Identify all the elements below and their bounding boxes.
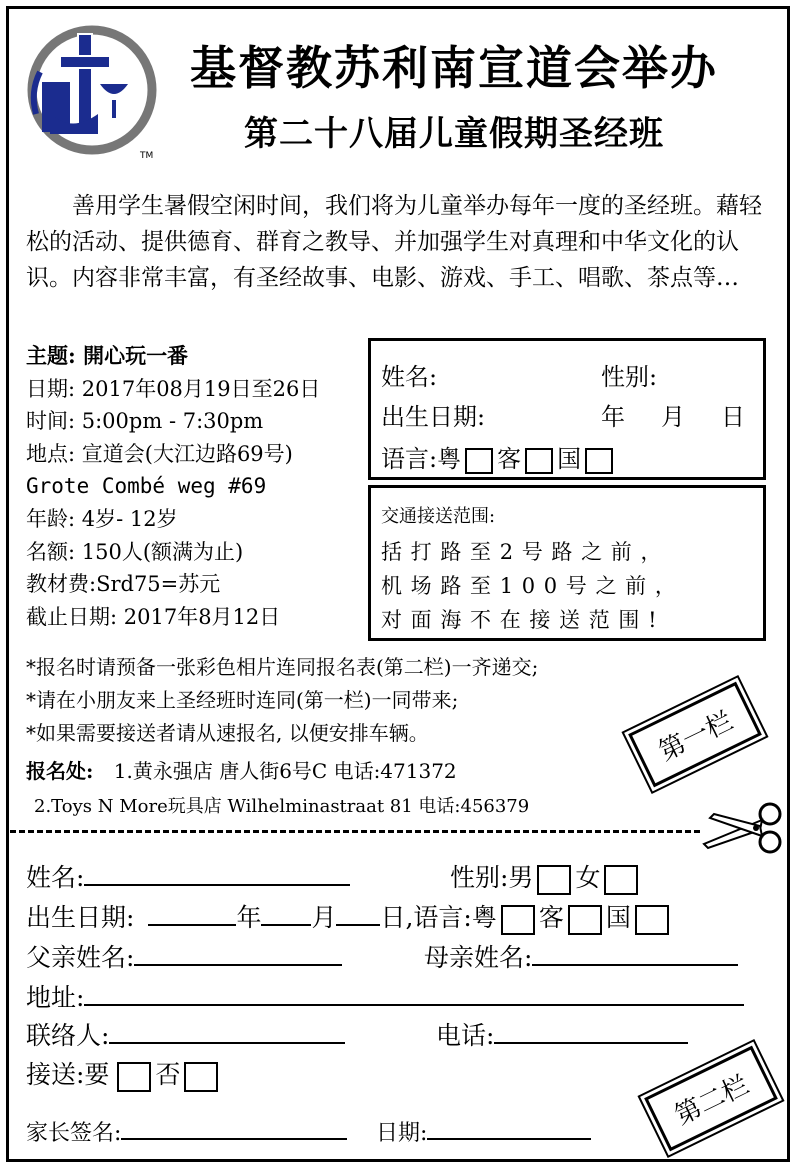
form-transport-no-checkbox[interactable] bbox=[184, 1062, 218, 1092]
date-line: 日期: 2017年08月19日至26日 bbox=[26, 376, 321, 401]
place-line: 地点: 宣道会(大江边路69号) bbox=[26, 441, 293, 466]
form-transport-no-label: 否 bbox=[155, 1060, 181, 1089]
registration-label: 报名处: bbox=[26, 759, 94, 783]
form-name-label: 姓名: bbox=[26, 863, 85, 892]
form-month-field[interactable] bbox=[261, 902, 311, 926]
note-item: *报名时请预备一张彩色相片连同报名表(第二栏)一齐递交; bbox=[26, 655, 539, 679]
form-date-label: 日期: bbox=[376, 1121, 428, 1146]
transport-line-2: 机 场 路 至 1 0 0 号 之 前 ， bbox=[381, 574, 677, 598]
box-hakka-checkbox[interactable] bbox=[525, 448, 553, 474]
deadline-line: 截止日期: 2017年8月12日 bbox=[26, 604, 281, 629]
form-gender-male-label: 性别:男 bbox=[450, 863, 534, 892]
transport-line-1: 括 打 路 至 2 号 路 之 前 ， bbox=[381, 540, 663, 564]
form-female-checkbox[interactable] bbox=[604, 865, 638, 895]
form-phone-label: 电话: bbox=[436, 1021, 495, 1050]
form-contact-label: 联络人: bbox=[26, 1021, 110, 1050]
registration-line-1 bbox=[26, 755, 457, 784]
form-date-field[interactable] bbox=[427, 1116, 591, 1140]
form-mandarin-label: 国 bbox=[605, 903, 631, 932]
box-language-row bbox=[381, 439, 617, 474]
registration-place-2: 2.Toys N More玩具店 Wilhelminastraat 81 电话:456379 bbox=[34, 796, 530, 817]
form-name-field[interactable] bbox=[84, 862, 350, 886]
note-item: *请在小朋友来上圣经班时连同(第一栏)一同带来; bbox=[26, 688, 459, 712]
form-birth-row bbox=[26, 898, 673, 935]
intro-paragraph: 善用学生暑假空闲时间，我们将为儿童举办每年一度的圣经班。藉轻松的活动、提供德育、群育之教导、并加强学生对真理和中华文化的认识。内容非常丰富，有圣经故事、电影、游戏、手工、唱歌、茶点等… bbox=[26, 193, 762, 291]
form-address-row bbox=[26, 978, 744, 1014]
student-info-box bbox=[368, 338, 766, 480]
form-hakka-checkbox[interactable] bbox=[568, 905, 602, 935]
form-female-label: 女 bbox=[575, 863, 601, 892]
form-father-row bbox=[26, 938, 342, 974]
address-line: Grote Combé weg #69 bbox=[26, 474, 267, 499]
org-title: 基督教苏利南宣道会举办 bbox=[190, 41, 718, 95]
form-contact-row bbox=[26, 1016, 345, 1052]
box-mandarin-checkbox[interactable] bbox=[585, 448, 613, 474]
box-lang-hakka: 客 bbox=[497, 445, 522, 473]
box-name-label: 姓名: bbox=[381, 363, 438, 391]
form-phone-field[interactable] bbox=[494, 1020, 688, 1044]
box-year-label: 年 bbox=[601, 403, 625, 431]
church-logo-icon bbox=[22, 22, 162, 162]
form-gender-row bbox=[450, 858, 642, 895]
registration-place-1: 1.黄永强店 唐人街6号C 电话:471372 bbox=[113, 759, 457, 783]
box-day-label: 日 bbox=[721, 403, 745, 431]
section-two-label: 第二栏 bbox=[644, 1046, 778, 1152]
form-signature-field[interactable] bbox=[121, 1116, 347, 1140]
section-one-label: 第一栏 bbox=[628, 682, 762, 788]
form-mother-field[interactable] bbox=[532, 942, 738, 966]
transport-title: 交通接送范围: bbox=[381, 506, 496, 527]
event-title: 第二十八届儿童假期圣经班 bbox=[244, 114, 664, 154]
form-year-label: 年 bbox=[236, 903, 262, 932]
form-day-language-label: 日,语言:粤 bbox=[380, 903, 497, 932]
form-transport-row bbox=[26, 1055, 222, 1092]
event-info bbox=[26, 340, 320, 633]
notes bbox=[26, 651, 538, 750]
form-signature-row bbox=[26, 1116, 347, 1147]
form-cantonese-checkbox[interactable] bbox=[501, 905, 535, 935]
form-father-label: 父亲姓名: bbox=[26, 943, 135, 972]
form-mandarin-checkbox[interactable] bbox=[635, 905, 669, 935]
form-hakka-label: 客 bbox=[538, 903, 564, 932]
form-father-field[interactable] bbox=[134, 942, 342, 966]
box-birth-label: 出生日期: bbox=[381, 403, 486, 431]
form-phone-row bbox=[436, 1016, 688, 1052]
fee-line: 教材费:Srd75=苏元 bbox=[26, 572, 221, 597]
svg-text:TM: TM bbox=[140, 151, 154, 161]
form-year-field[interactable] bbox=[148, 902, 236, 926]
theme-line: 主题: 開心玩一番 bbox=[26, 343, 189, 368]
quota-line: 名额: 150人(额满为止) bbox=[26, 539, 244, 564]
form-transport-yes-checkbox[interactable] bbox=[117, 1062, 151, 1092]
form-mother-label: 母亲姓名: bbox=[424, 943, 533, 972]
form-male-checkbox[interactable] bbox=[537, 865, 571, 895]
form-mother-row bbox=[424, 938, 738, 974]
form-day-field[interactable] bbox=[336, 902, 380, 926]
box-lang-mandarin: 国 bbox=[557, 445, 582, 473]
time-line: 时间: 5:00pm - 7:30pm bbox=[26, 409, 264, 434]
cut-line bbox=[10, 830, 700, 833]
form-date-row bbox=[376, 1116, 591, 1147]
age-line: 年龄: 4岁- 12岁 bbox=[26, 506, 178, 531]
form-signature-label: 家长签名: bbox=[26, 1121, 122, 1146]
form-name-row bbox=[26, 858, 350, 894]
transport-line-3: 对 面 海 不 在 接 送 范 围 ! bbox=[381, 608, 658, 632]
box-lang-cantonese: 语言:粤 bbox=[381, 445, 462, 473]
transport-range-box bbox=[368, 485, 766, 641]
form-transport-yes-label: 接送:要 bbox=[26, 1060, 110, 1089]
form-address-field[interactable] bbox=[84, 982, 744, 1006]
box-month-label: 月 bbox=[661, 403, 685, 431]
scissors-icon bbox=[700, 800, 792, 858]
form-month-label: 月 bbox=[311, 903, 337, 932]
form-contact-field[interactable] bbox=[109, 1020, 345, 1044]
box-gender-label: 性别: bbox=[601, 363, 658, 391]
form-birth-label: 出生日期: bbox=[26, 903, 135, 932]
box-cantonese-checkbox[interactable] bbox=[465, 448, 493, 474]
form-address-label: 地址: bbox=[26, 983, 85, 1012]
note-item: *如果需要接送者请从速报名, 以便安排车辆。 bbox=[26, 721, 429, 745]
